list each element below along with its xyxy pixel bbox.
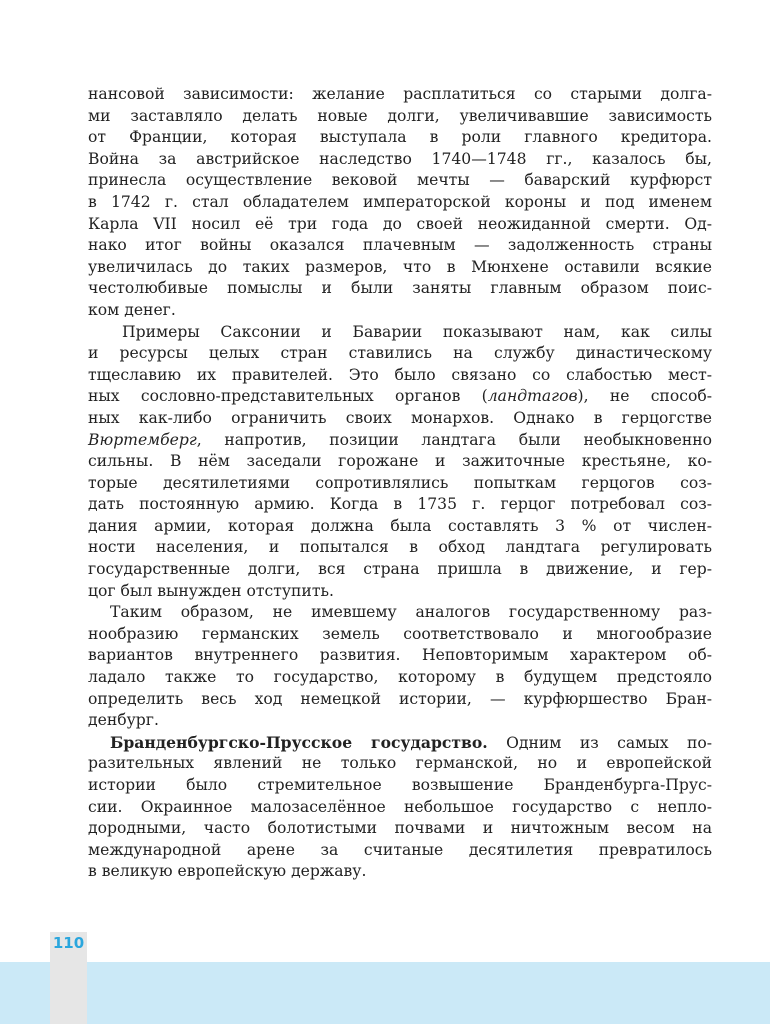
text-line: и ресурсы целых стран ставились на службу династическому bbox=[88, 344, 712, 363]
paragraph-3 bbox=[88, 602, 712, 732]
text-line: сильны. В нём заседали горожане и зажиточные крестьяне, ко- bbox=[88, 452, 712, 471]
text-line: в великую европейскую державу. bbox=[88, 862, 367, 881]
body-text bbox=[88, 84, 712, 883]
text-line: тщеславию их правителей. Это было связано со слабостью мест- bbox=[88, 365, 712, 384]
text-line: ком денег. bbox=[88, 300, 176, 319]
italic-term: Вюртемберг bbox=[88, 430, 197, 449]
text-line: Война за австрийское наследство 1740—1748 гг., казалось бы, bbox=[88, 149, 712, 168]
text-line: сии. Окраинное малозаселённое небольшое государство с непло- bbox=[88, 797, 712, 816]
text-line: честолюбивые помыслы и были заняты главным образом поис- bbox=[88, 279, 712, 298]
text-line: принесла осуществление вековой мечты — баварский курфюрст bbox=[88, 171, 712, 190]
text-fragment: ных сословно-представительных органов ( bbox=[88, 387, 488, 406]
text-line: дания армии, которая должна была составлять 3 % от числен- bbox=[88, 516, 712, 535]
text-line: денбург. bbox=[88, 711, 159, 730]
paragraph-2 bbox=[88, 322, 712, 603]
italic-term: ландтагов bbox=[487, 387, 578, 406]
bottom-color-band bbox=[0, 962, 770, 1024]
text-line: истории было стремительное возвышение Бранденбурга-Прус- bbox=[88, 776, 712, 794]
text-line: Карла VII носил её три года до своей неожиданной смерти. Од- bbox=[88, 214, 712, 233]
text-fragment: , напротив, позиции ландтага были необыкновенно bbox=[196, 430, 712, 449]
text-line-with-heading bbox=[88, 732, 712, 754]
text-line: ладало также то государство, которому в будущем предстояло bbox=[88, 668, 712, 687]
text-line: цог был вынужден отступить. bbox=[88, 581, 334, 600]
text-line: Примеры Саксонии и Баварии показывают нам, как силы bbox=[122, 322, 712, 341]
text-fragment: Одним из самых по- bbox=[487, 733, 712, 752]
text-line-with-italic bbox=[88, 386, 712, 408]
text-line: разительных явлений не только германской, но и европейской bbox=[88, 754, 712, 773]
section-heading: Бранденбургско-Прусское государство. bbox=[110, 732, 488, 752]
paragraph-4 bbox=[88, 732, 712, 883]
text-line: дородными, часто болотистыми почвами и ничтожным весом на bbox=[88, 819, 712, 838]
text-line: определить весь ход немецкой истории, — курфюршество Бран- bbox=[88, 689, 712, 708]
page-number: 110 bbox=[52, 934, 85, 952]
text-line: ности населения, и попытался в обход ландтага регулировать bbox=[88, 538, 712, 557]
text-line: увеличилась до таких размеров, что в Мюнхене оставили всякие bbox=[88, 257, 712, 276]
text-line: международной арене за считаные десятилетия превратилось bbox=[88, 840, 712, 859]
text-line: нансовой зависимости: желание расплатиться со старыми долга- bbox=[88, 85, 712, 103]
text-line: государственные долги, вся страна пришла в движение, и гер- bbox=[88, 560, 712, 579]
paragraph-1 bbox=[88, 84, 712, 322]
text-line: вариантов внутреннего развития. Неповторимым характером об- bbox=[88, 646, 712, 665]
text-line: торые десятилетиями сопротивлялись попыткам герцогов соз- bbox=[88, 473, 712, 492]
text-fragment: ), не способ- bbox=[577, 387, 712, 406]
text-line: нако итог войны оказался плачевным — задолженность страны bbox=[88, 236, 712, 255]
text-line: ми заставляло делать новые долги, увеличивавшие зависимость bbox=[88, 106, 712, 125]
text-line: в 1742 г. стал обладателем императорской короны и под именем bbox=[88, 192, 712, 211]
text-line: Таким образом, не имевшему аналогов государственному раз- bbox=[110, 603, 712, 622]
text-line: ных как-либо ограничить своих монархов. Однако в герцогстве bbox=[88, 408, 712, 427]
text-line: дать постоянную армию. Когда в 1735 г. герцог потребовал соз- bbox=[88, 495, 712, 514]
text-line: нообразию германских земель соответствовало и многообразие bbox=[88, 624, 712, 643]
text-line: от Франции, которая выступала в роли главного кредитора. bbox=[88, 128, 712, 147]
text-line-with-italic bbox=[88, 430, 712, 452]
